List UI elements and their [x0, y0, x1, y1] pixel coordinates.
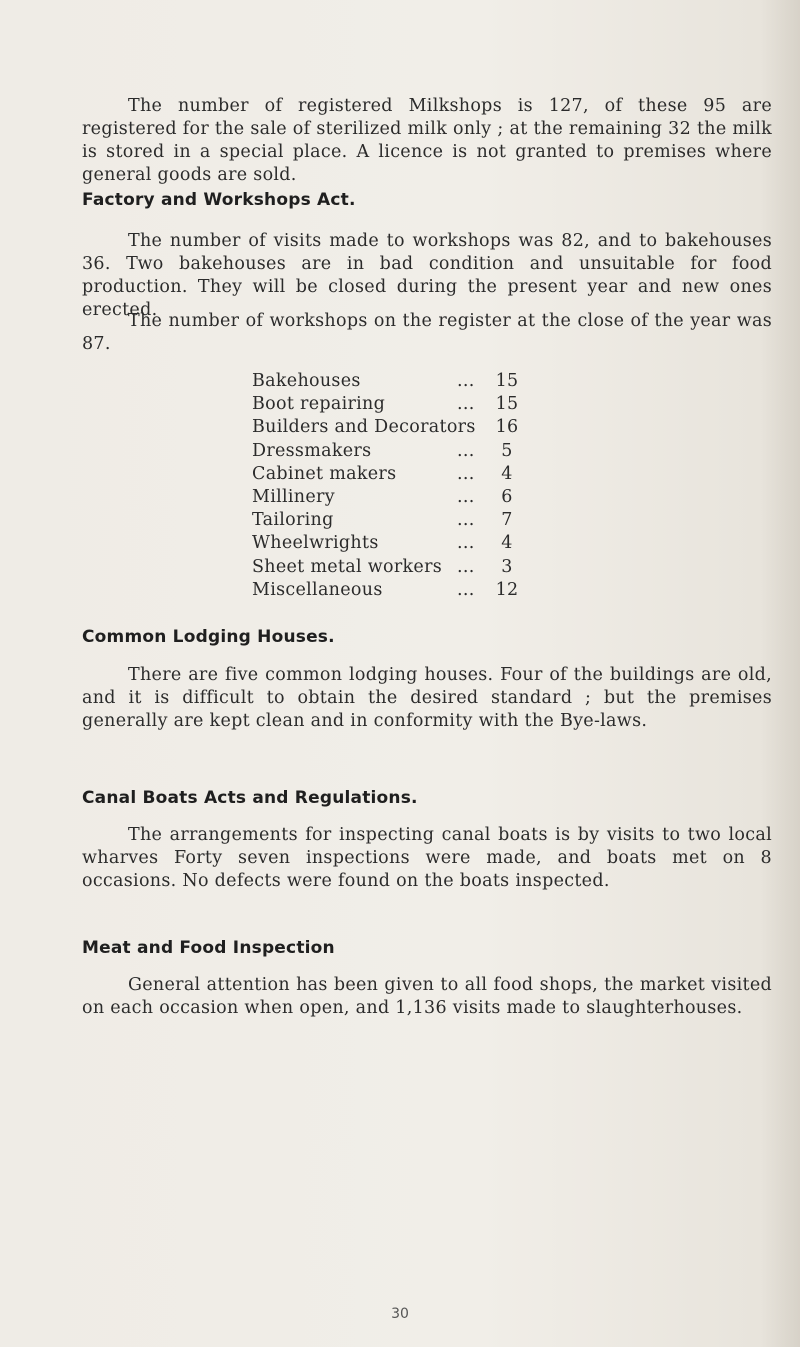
workshop-count: 16 — [495, 417, 519, 438]
workshops-table — [252, 370, 582, 602]
workshop-row — [252, 486, 582, 509]
workshop-count: 15 — [495, 371, 519, 391]
workshop-name: Cabinet makers — [252, 463, 397, 484]
workshop-leader-dots: ... — [457, 486, 475, 507]
page-number: 30 — [391, 1306, 409, 1322]
workshop-leader-dots: ... — [457, 579, 475, 600]
workshop-row — [252, 556, 582, 579]
workshop-count: 15 — [495, 394, 519, 415]
workshop-name: Tailoring — [252, 510, 334, 531]
factory-paragraph-visits: The number of visits made to workshops was 82, and to bakehouses 36. Two bakehouses are in bad condition and unsuitable for food production. They will be closed during the present year and new ones erected. — [82, 231, 772, 320]
meat-heading: Meat and Food Inspection — [82, 938, 335, 958]
workshop-leader-dots: ... — [457, 394, 475, 415]
meat-paragraph: General attention has been given to all food shops, the market visited on each occasion when open, and 1,136 visits made to slaughterhouses. — [82, 975, 772, 1018]
lodging-heading: Common Lodging Houses. — [82, 627, 335, 647]
workshop-count: 3 — [501, 556, 513, 577]
factory-heading: Factory and Workshops Act. — [82, 190, 356, 210]
canal-heading: Canal Boats Acts and Regulations. — [82, 788, 418, 808]
lodging-paragraph: There are five common lodging houses. Four of the buildings are old, and it is difficult to obtain the desired standard ; but the premises generally are kept clean and in conformity with the Bye-laws. — [82, 665, 772, 731]
workshop-row — [252, 440, 582, 463]
workshop-name: Bakehouses — [252, 371, 361, 391]
factory-paragraph-register: The number of workshops on the register at the close of the year was 87. — [82, 311, 772, 354]
workshop-leader-dots: ... — [457, 440, 475, 461]
workshop-row — [252, 393, 582, 416]
workshop-count: 7 — [501, 510, 513, 531]
workshop-count: 6 — [501, 486, 513, 507]
workshop-leader-dots: ... — [457, 463, 475, 484]
canal-paragraph: The arrangements for inspecting canal boats is by visits to two local wharves Forty seven inspections were made, and boats met on 8 occasions. No defects were found on the boats inspected. — [82, 825, 772, 891]
workshop-name: Miscellaneous — [252, 579, 383, 600]
workshop-count: 5 — [501, 440, 513, 461]
workshop-name: Builders and Decorators — [252, 417, 476, 438]
workshop-row — [252, 579, 582, 602]
workshop-name: Millinery — [252, 486, 335, 507]
milkshops-paragraph: The number of registered Milkshops is 127, of these 95 are registered for the sale of sterilized milk only ; at the remaining 32 the milk is stored in a special place. A licence is not granted to premises where general goods are sold. — [82, 96, 772, 185]
workshop-leader-dots: ... — [457, 556, 475, 577]
workshop-count: 4 — [501, 463, 513, 484]
workshop-row — [252, 370, 582, 393]
workshop-name: Boot repairing — [252, 394, 386, 415]
workshop-name: Sheet metal workers — [252, 556, 443, 577]
workshop-leader-dots: ... — [457, 510, 475, 531]
workshop-leader-dots: ... — [457, 533, 475, 554]
workshop-count: 12 — [495, 579, 519, 600]
workshop-row — [252, 509, 582, 532]
workshop-row — [252, 416, 582, 439]
workshop-count: 4 — [501, 533, 513, 554]
workshop-name: Wheelwrights — [252, 533, 379, 554]
workshop-row — [252, 532, 582, 555]
workshop-row — [252, 463, 582, 486]
workshop-name: Dressmakers — [252, 440, 372, 461]
workshop-leader-dots: ... — [457, 371, 475, 391]
